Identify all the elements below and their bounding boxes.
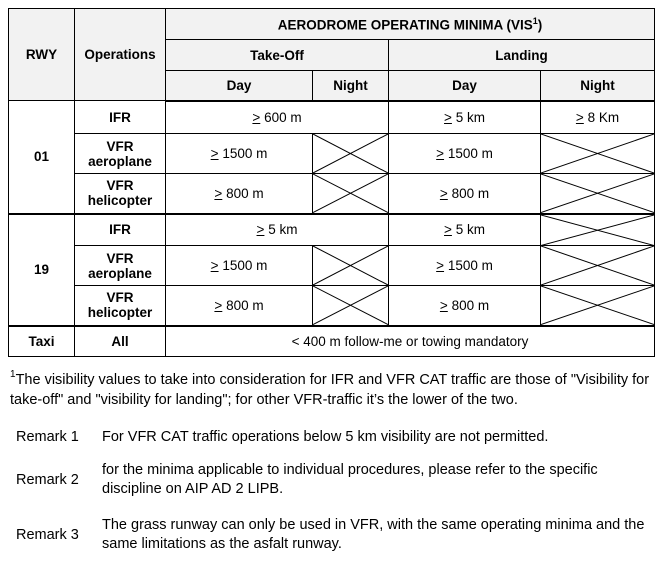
rwy01-ifr-landing-night: > 8 Km	[541, 101, 655, 134]
not-applicable-cell	[541, 134, 655, 174]
not-applicable-cell	[313, 174, 389, 214]
remark-2	[16, 461, 656, 499]
not-applicable-cell	[313, 286, 389, 326]
rwy19-vfr-aero-takeoff-day: > 1500 m	[166, 246, 313, 286]
not-applicable-cell	[541, 286, 655, 326]
header-rwy: RWY	[9, 9, 75, 101]
op-vfr-aeroplane: VFR aeroplane	[75, 246, 166, 286]
not-applicable-cell	[541, 214, 655, 246]
rwy-01-label: 01	[9, 101, 75, 214]
header-takeoff-day: Day	[166, 71, 313, 101]
op-vfr-helicopter: VFR helicopter	[75, 174, 166, 214]
rwy01-vfr-heli-takeoff-day: > 800 m	[166, 174, 313, 214]
rwy01-vfr-aero-landing-day: > 1500 m	[389, 134, 541, 174]
rwy01-vfr-heli-landing-day: > 800 m	[389, 174, 541, 214]
minima-table	[8, 8, 655, 357]
remark-text: for the minima applicable to individual procedures, please refer to the specific discipline on AIP AD 2 LIPB.	[102, 462, 598, 497]
rwy19-vfr-heli-takeoff-day: > 800 m	[166, 286, 313, 326]
remark-label: Remark 2	[16, 472, 79, 488]
op-vfr-aeroplane: VFR aeroplane	[75, 134, 166, 174]
not-applicable-cell	[541, 246, 655, 286]
not-applicable-cell	[313, 246, 389, 286]
op-ifr: IFR	[75, 101, 166, 134]
op-vfr-helicopter: VFR helicopter	[75, 286, 166, 326]
taxi-op: All	[75, 326, 166, 357]
header-landing-day: Day	[389, 71, 541, 101]
rwy01-vfr-aero-takeoff-day: > 1500 m	[166, 134, 313, 174]
taxi-text: < 400 m follow-me or towing mandatory	[166, 326, 655, 357]
rwy19-ifr-landing-day: > 5 km	[389, 214, 541, 246]
remark-label: Remark 1	[16, 429, 79, 445]
remark-label: Remark 3	[16, 527, 79, 543]
header-operations: Operations	[75, 9, 166, 101]
rwy19-ifr-takeoff: > 5 km	[166, 214, 389, 246]
header-landing: Landing	[389, 40, 655, 71]
rwy01-ifr-landing-day: > 5 km	[389, 101, 541, 134]
remark-text: The grass runway can only be used in VFR, with the same operating minima and the same limitations as the asfalt runway.	[102, 517, 645, 552]
taxi-label: Taxi	[9, 326, 75, 357]
op-ifr: IFR	[75, 214, 166, 246]
rwy01-ifr-takeoff: > 600 m	[166, 101, 389, 134]
remark-1	[16, 428, 656, 447]
remark-text: For VFR CAT traffic operations below 5 km visibility are not permitted.	[102, 429, 549, 445]
header-takeoff-night: Night	[313, 71, 389, 101]
header-landing-night: Night	[541, 71, 655, 101]
rwy19-vfr-aero-landing-day: > 1500 m	[389, 246, 541, 286]
not-applicable-cell	[541, 174, 655, 214]
rwy-19-label: 19	[9, 214, 75, 326]
header-title: AERODROME OPERATING MINIMA (VIS$^1$)	[166, 9, 655, 40]
not-applicable-cell	[313, 134, 389, 174]
rwy19-vfr-heli-landing-day: > 800 m	[389, 286, 541, 326]
remark-3	[16, 516, 656, 554]
header-takeoff: Take-Off	[166, 40, 389, 71]
footnote: $^1$The visibility values to take into consideration for IFR and VFR CAT traffic are those of "Visibility for take-off" and "visibility for landing"; for other VFR-traffic it’s the lower of the two.	[10, 369, 650, 408]
